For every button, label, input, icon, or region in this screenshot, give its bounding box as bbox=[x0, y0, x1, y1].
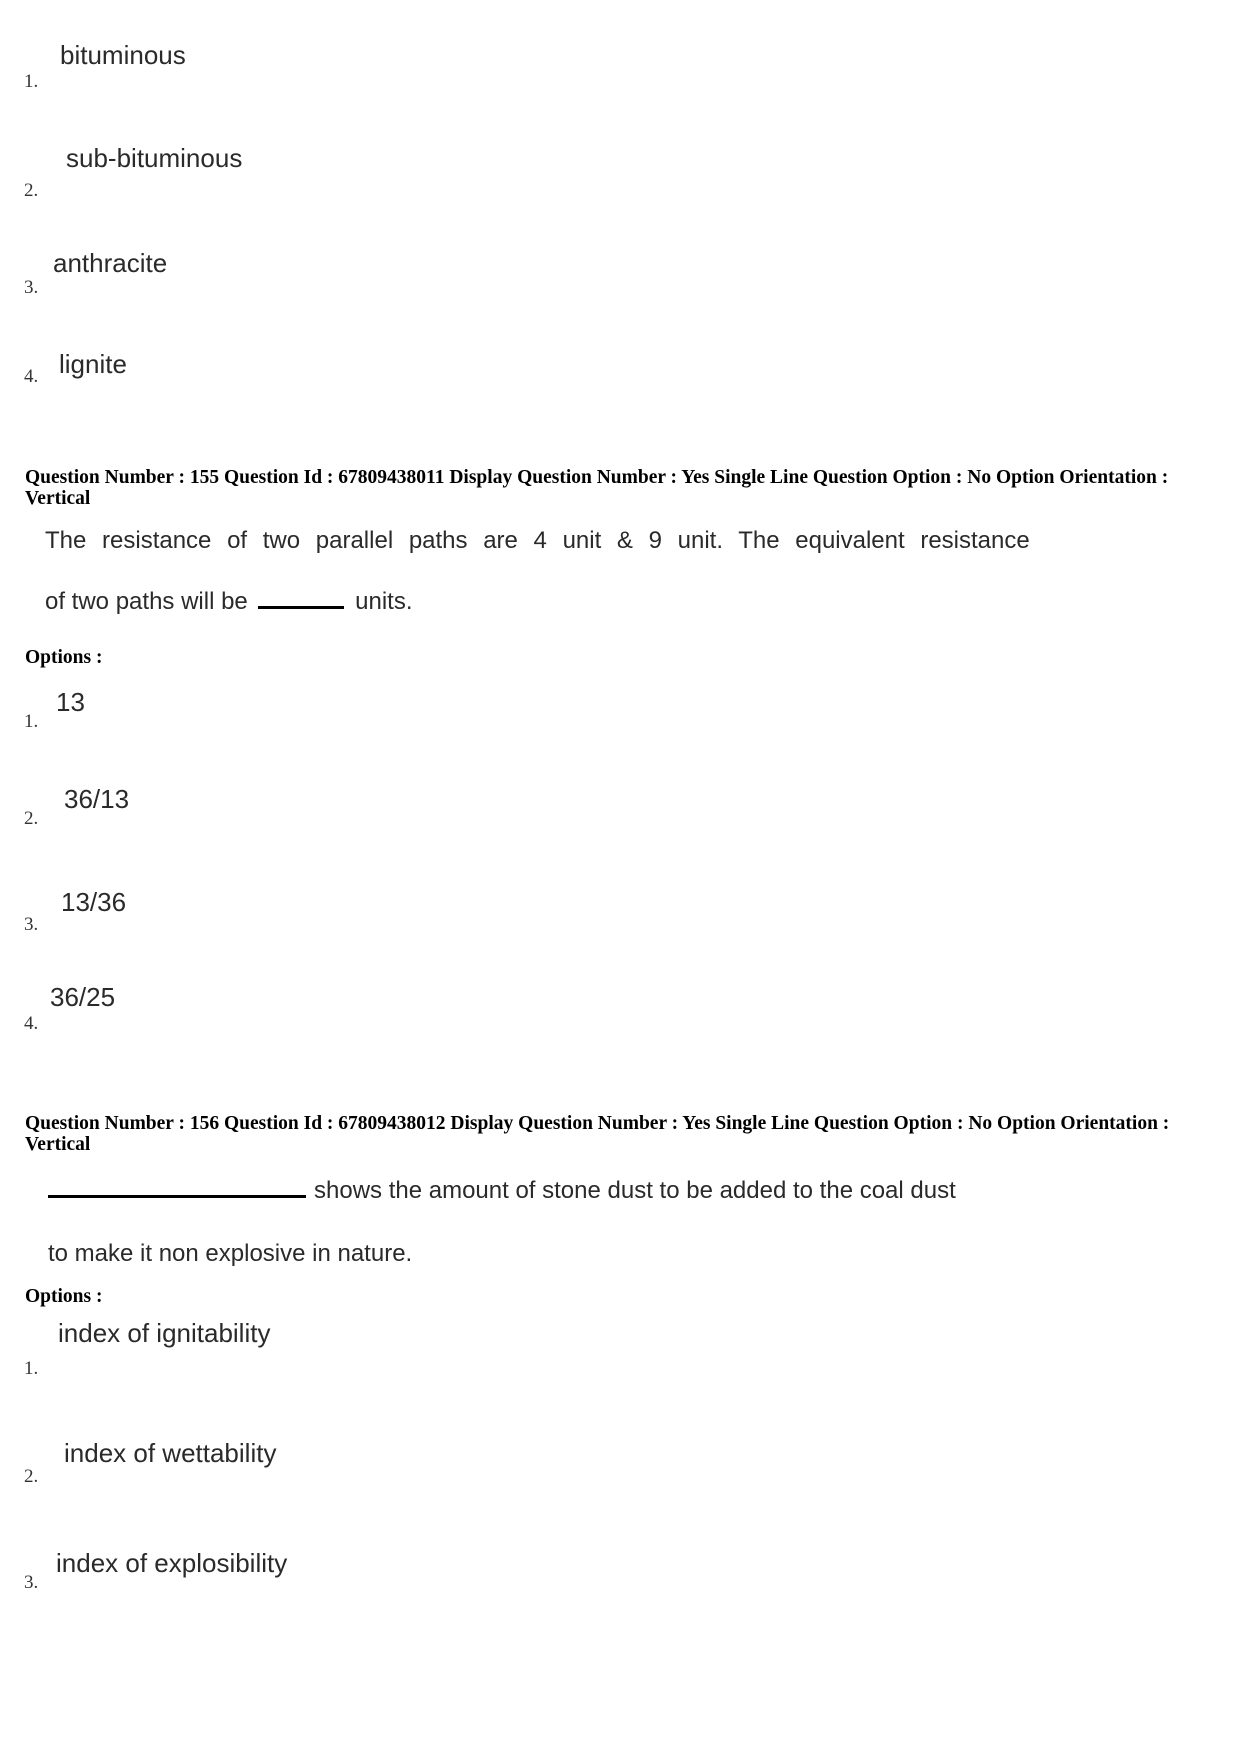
option-1-text: 13 bbox=[56, 687, 85, 717]
option-1-number: 1. bbox=[24, 71, 39, 92]
option-3-number: 3. bbox=[24, 1572, 39, 1593]
question-header: Question Number : 156 Question Id : 67809438012 Display Question Number : Yes Single Line Question Option : No Option Orientation : Vertical bbox=[25, 1113, 1170, 1155]
option-4-number: 4. bbox=[24, 1013, 39, 1034]
question-text-line-1 bbox=[48, 1177, 956, 1205]
option-3-number: 3. bbox=[24, 277, 39, 298]
options-label: Options : bbox=[25, 1286, 103, 1307]
question-text-line-1: The resistance of two parallel paths are 4 unit & 9 unit. The equivalent resistance bbox=[45, 527, 1030, 554]
answer-blank bbox=[48, 1194, 306, 1198]
option-4-number: 4. bbox=[24, 366, 39, 387]
option-3-text: anthracite bbox=[53, 248, 168, 278]
option-1-number: 1. bbox=[24, 1358, 39, 1379]
options-label: Options : bbox=[25, 647, 103, 668]
option-2-number: 2. bbox=[24, 1466, 39, 1487]
option-1-number: 1. bbox=[24, 711, 39, 732]
question-text-line-2-end: units. bbox=[355, 588, 413, 615]
question-header: Question Number : 155 Question Id : 67809438011 Display Question Number : Yes Single Line Question Option : No Option Orientation : Vertical bbox=[25, 467, 1169, 509]
question-text-line-2 bbox=[45, 588, 413, 616]
option-2-text: 36/13 bbox=[64, 784, 130, 814]
option-1-text: bituminous bbox=[60, 40, 186, 70]
option-3-number: 3. bbox=[24, 914, 39, 935]
option-4-text: lignite bbox=[59, 349, 127, 379]
option-2-text: sub-bituminous bbox=[66, 143, 243, 173]
option-3-text: 13/36 bbox=[61, 887, 127, 917]
question-text-line-1-end: shows the amount of stone dust to be added to the coal dust bbox=[314, 1177, 956, 1204]
option-2-number: 2. bbox=[24, 180, 39, 201]
option-2-number: 2. bbox=[24, 808, 39, 829]
answer-blank bbox=[258, 605, 344, 609]
option-3-text: index of explosibility bbox=[56, 1548, 288, 1578]
option-4-text: 36/25 bbox=[50, 982, 116, 1012]
question-text-line-2: to make it non explosive in nature. bbox=[48, 1240, 413, 1267]
option-2-text: index of wettability bbox=[64, 1438, 277, 1468]
option-1-text: index of ignitability bbox=[58, 1318, 271, 1348]
question-text-line-2-start: of two paths will be bbox=[45, 588, 248, 615]
